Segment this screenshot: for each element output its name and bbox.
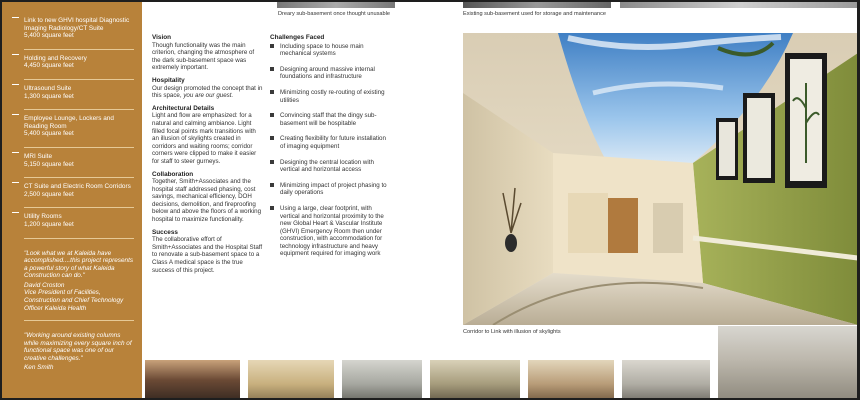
challenge-text: Creating flexibility for future installation of imaging equipment	[280, 135, 386, 150]
challenge-item	[270, 43, 390, 58]
thumbnail-photo-3	[342, 360, 422, 400]
stat-name: Employee Lounge, Lockers and Reading Room	[24, 115, 114, 130]
stat-size: 1,300 square feet	[24, 92, 74, 100]
quote-text: "Working around existing columns while maximizing every square inch of functional space was one of our creative challenges."	[24, 332, 132, 363]
stat-item	[24, 14, 134, 40]
square-bullet-icon	[270, 90, 274, 94]
dash-marker	[12, 17, 19, 18]
challenge-text: Minimizing costly re-routing of existing utilities	[280, 88, 385, 104]
caption-hero-photo: Corridor to Link with illusion of skylights	[463, 329, 561, 335]
stat-name: Ultrasound Suite	[24, 84, 72, 92]
challenge-text: Using a large, clear footprint, with vertical and horizontal proximity to the new Global Heart & Vascular Institute (GHVI) Emergency Room then under construction, with accommodation for technology infrastructure and heavy equipment required for imaging work	[280, 204, 384, 258]
architectural-details-text: Light and flow are emphasized: for a natural and calming ambiance. Light filled focal points mark transitions with an illusion of skylights created in corridors and waiting rooms; corridor corners were clipped to make it easier for staff to steer gurneys.	[152, 112, 257, 165]
collaboration-heading: Collaboration	[152, 170, 194, 178]
dash-marker	[12, 114, 19, 115]
stat-size: 2,500 square feet	[24, 190, 74, 198]
stats-list	[24, 14, 134, 229]
challenge-item	[270, 205, 390, 258]
challenge-text: Including space to house main mechanical systems	[280, 42, 364, 58]
challenge-item	[270, 135, 390, 150]
architectural-details-heading: Architectural Details	[152, 104, 215, 112]
challenges-heading: Challenges Faced	[270, 34, 325, 41]
thumbnail-photo-4	[430, 360, 520, 400]
hospitality-heading: Hospitality	[152, 76, 185, 84]
stat-name: Link to new GHVI hospital Diagnostic Imaging Radiology/CT Suite	[24, 17, 130, 32]
stat-item	[24, 147, 134, 168]
collaboration-text: Together, Smith+Associates and the hospital staff addressed phasing, cost savings, mechanical efficiency, DOH decisions, demolition, and fireproofing below and above the floors of a working hospital to maximize functionality.	[152, 178, 262, 224]
square-bullet-icon	[270, 113, 274, 117]
stat-item	[24, 109, 134, 138]
square-bullet-icon	[270, 136, 274, 140]
challenges-list	[270, 43, 390, 258]
text-column-left	[152, 34, 264, 275]
stat-item	[24, 79, 134, 100]
hospitality-text: Our design promoted the concept that in this space, you are our guest.	[152, 84, 263, 100]
stat-item	[24, 49, 134, 70]
thumbnail-photo-1	[145, 360, 240, 400]
corridor-illustration	[463, 33, 858, 325]
challenge-item	[270, 112, 390, 127]
thumbnail-photo-hallway	[718, 326, 858, 400]
thumbnail-photo-2	[248, 360, 334, 400]
quote-block-smith	[24, 320, 134, 371]
text-column-challenges	[270, 34, 390, 266]
stat-name: Utility Rooms	[24, 213, 62, 221]
quote-author: Ken Smith	[24, 363, 54, 371]
challenge-item	[270, 89, 390, 104]
success-text: The collaborative effort of Smith+Associates and the Hospital Staff to renovate a sub-basement space to a Class A medical space is the true success of this project.	[152, 236, 263, 274]
vision-text: Though functionality was the main criterion, changing the atmosphere of the dark sub-basement space was extremely important.	[152, 41, 255, 72]
challenge-item	[270, 159, 390, 174]
challenge-text: Minimizing impact of project phasing to daily operations	[280, 181, 387, 197]
stat-name: Holding and Recovery	[24, 54, 87, 62]
photo-corridor-skylights	[463, 33, 858, 325]
photo-storage-sub-basement	[463, 0, 611, 8]
dash-marker	[12, 182, 19, 183]
square-bullet-icon	[270, 160, 274, 164]
vision-heading: Vision	[152, 34, 172, 41]
photo-top-right	[620, 0, 858, 8]
sidebar	[2, 0, 142, 400]
stat-name: CT Suite and Electric Room Corridors	[24, 183, 131, 191]
challenge-text: Designing around massive internal foundations and infrastructure	[280, 65, 375, 81]
square-bullet-icon	[270, 44, 274, 48]
square-bullet-icon	[270, 183, 274, 187]
thumbnail-photo-6	[622, 360, 710, 400]
quote-author: David Croston	[24, 281, 65, 289]
challenge-text: Designing the central location with vertical and horizontal access	[280, 158, 374, 174]
challenge-text: Convincing staff that the dingy sub-basement will be hospitable	[280, 112, 377, 127]
stat-item	[24, 177, 134, 198]
quote-text: "Look what we at Kaleida have accomplished....this project represents a powerful story of what Kaleida Construction can do."	[24, 249, 134, 280]
hospitality-emphasis: you are our guest.	[183, 92, 234, 100]
stat-size: 4,450 square feet	[24, 62, 74, 70]
dash-marker	[12, 84, 19, 85]
caption-top-photo-1: Dreary sub-basement once thought unusable	[278, 11, 390, 17]
stat-size: 1,200 square feet	[24, 220, 74, 228]
stat-name: MRI Suite	[24, 152, 53, 160]
dash-marker	[12, 212, 19, 213]
thumbnail-photo-5	[528, 360, 614, 400]
stat-size: 5,400 square feet	[24, 130, 74, 138]
challenge-item	[270, 182, 390, 197]
quote-block-croston	[24, 238, 134, 313]
stat-size: 5,150 square feet	[24, 160, 74, 168]
dash-marker	[12, 54, 19, 55]
square-bullet-icon	[270, 67, 274, 71]
square-bullet-icon	[270, 206, 274, 210]
success-heading: Success	[152, 228, 178, 236]
stat-item	[24, 207, 134, 228]
challenge-item	[270, 66, 390, 81]
dash-marker	[12, 152, 19, 153]
quote-author-role: Vice President of Facilities, Construction and Chief Technology Officer Kaleida Health	[24, 289, 124, 312]
photo-dreary-sub-basement	[277, 0, 395, 8]
stat-size: 5,400 square feet	[24, 32, 74, 40]
caption-top-photo-2: Existing sub-basement used for storage and maintenance	[463, 11, 607, 17]
